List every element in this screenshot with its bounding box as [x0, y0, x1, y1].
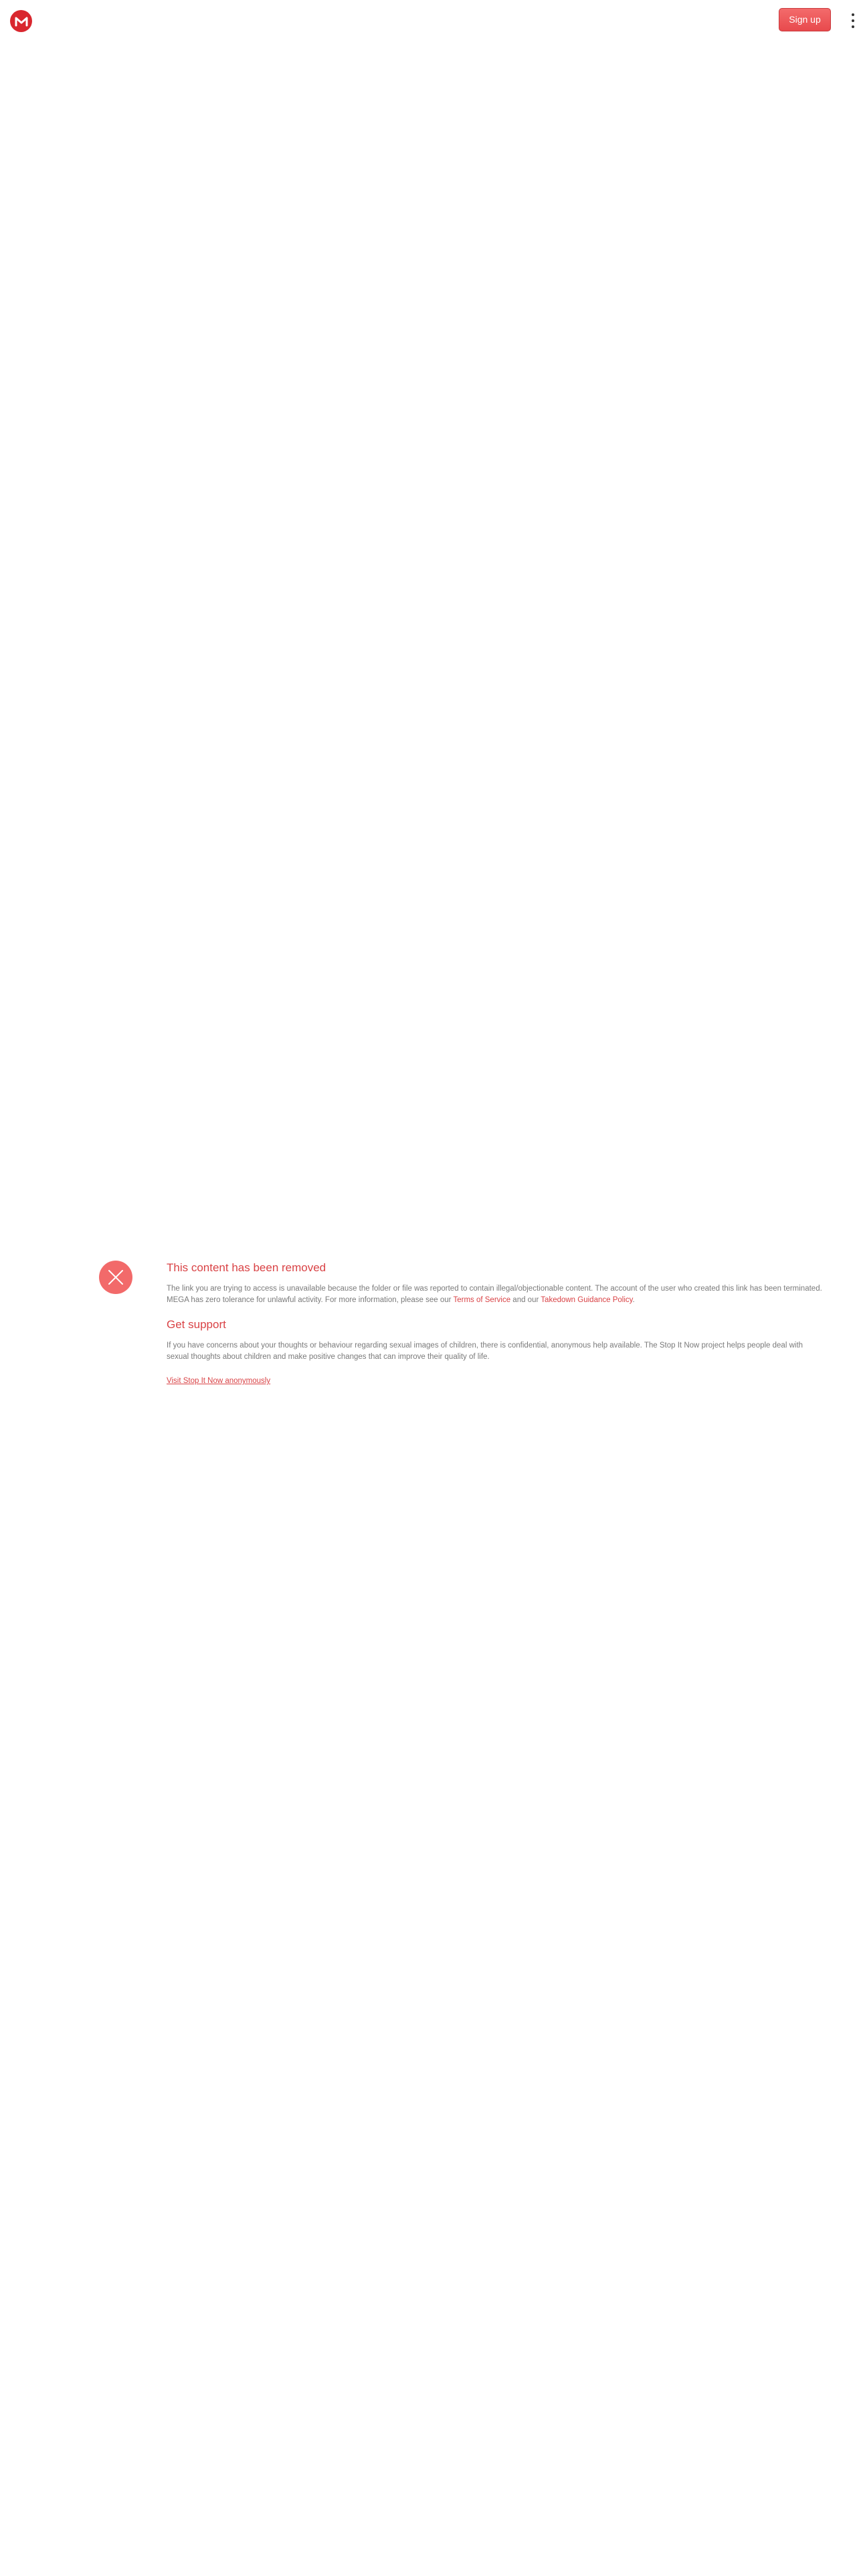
support-title: Get support	[167, 1318, 226, 1331]
close-icon	[107, 1269, 124, 1286]
mega-logo[interactable]	[10, 10, 32, 32]
takedown-policy-link[interactable]: Takedown Guidance Policy	[541, 1296, 633, 1304]
notice-text-part: and our	[510, 1296, 541, 1304]
notice-title: This content has been removed	[167, 1261, 326, 1274]
stop-it-now-link[interactable]: Visit Stop It Now anonymously	[167, 1377, 271, 1385]
notice-text-part: The link you are trying to access is unavailable because the folder or file was reported to contain illegal/objectionable content. The account of the user who created this link has been terminated. MEGA has zero tolerance for unlawful activity. For more information, please see our	[167, 1285, 822, 1304]
header	[0, 0, 859, 43]
signup-button[interactable]: Sign up	[779, 8, 831, 31]
notice-text-part: .	[632, 1296, 635, 1304]
menu-dot	[852, 19, 854, 22]
terms-of-service-link[interactable]: Terms of Service	[453, 1296, 511, 1304]
mega-logo-icon	[15, 16, 28, 27]
more-vertical-icon[interactable]	[850, 13, 856, 28]
menu-dot	[852, 25, 854, 28]
menu-dot	[852, 13, 854, 16]
error-badge	[99, 1261, 132, 1294]
notice-text	[167, 1283, 826, 1306]
notice-body	[167, 1261, 836, 1387]
support-text: If you have concerns about your thoughts or behaviour regarding sexual images of children, there is confidential, anonymous help available. The Stop It Now project helps people deal with sexual thoughts about children and make positive changes that can improve their quality of life.	[167, 1341, 803, 1361]
